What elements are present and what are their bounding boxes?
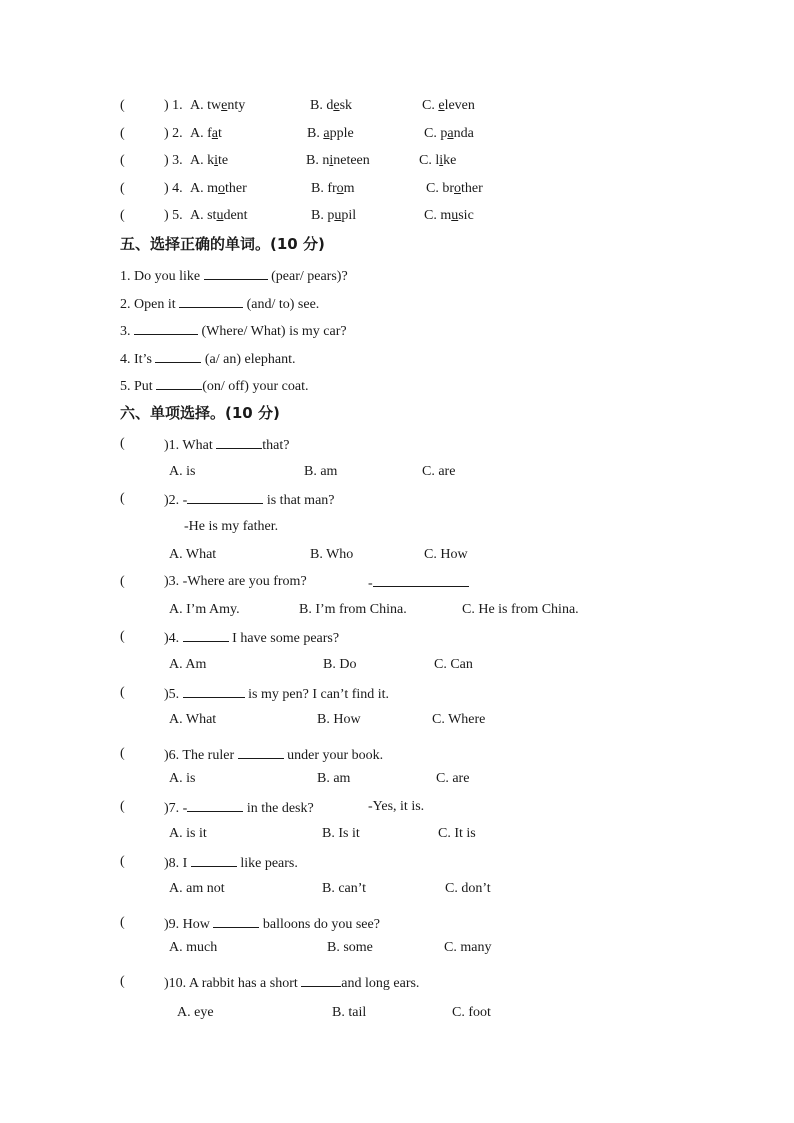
option-a: A. student (190, 208, 248, 223)
question-text: 3. (120, 324, 131, 339)
answer-blank[interactable] (155, 349, 201, 363)
answer-blank[interactable] (183, 684, 245, 698)
question-number: ) 3. (164, 153, 183, 168)
answer-blank[interactable] (183, 628, 229, 642)
option-b: B. Who (310, 547, 354, 562)
answer-blank[interactable] (238, 745, 284, 759)
question-stem: )10. A rabbit has a short and long ears. (164, 973, 419, 993)
paren-open: ( (120, 974, 125, 989)
option-a: A. mother (190, 181, 247, 196)
section-6-title: 六、单项选择。(10 分) (120, 404, 280, 422)
question-text: 2. Open it (120, 297, 176, 312)
question-text: 4. It’s (120, 352, 152, 367)
question-stem: )2. - is that man? (164, 490, 335, 510)
option-c: C. foot (452, 1005, 491, 1020)
option-b: B. How (317, 712, 361, 727)
option-b: B. tail (332, 1005, 367, 1020)
fill-question (120, 294, 319, 314)
question-stem: )7. - in the desk? (164, 798, 314, 818)
answer-blank[interactable] (373, 573, 469, 587)
option-a: A. I’m Amy. (169, 602, 240, 617)
option-a: A. What (169, 547, 217, 562)
paren-open: ( (120, 491, 125, 506)
option-c: C. It is (438, 826, 476, 841)
option-c: C. Where (432, 712, 486, 727)
paren-open: ( (120, 915, 125, 930)
question-number: ) 2. (164, 126, 183, 141)
fill-question (120, 321, 347, 341)
option-b: B. Is it (322, 826, 360, 841)
option-b: B. nineteen (306, 153, 370, 168)
option-b: B. I’m from China. (299, 602, 407, 617)
question-stem: )3. -Where are you from? (164, 574, 307, 589)
fill-question (120, 376, 308, 396)
option-b: B. can’t (322, 881, 367, 896)
answer-blank[interactable] (301, 973, 341, 987)
question-number: ) 5. (164, 208, 183, 223)
option-c: C. like (419, 153, 457, 168)
option-a: A. kite (190, 153, 229, 168)
paren-open: ( (120, 153, 125, 168)
paren-open: ( (120, 181, 125, 196)
question-choices: (on/ off) your coat. (202, 379, 309, 394)
option-b: B. apple (307, 126, 354, 141)
question-stem: )1. What that? (164, 435, 289, 455)
answer-blank[interactable] (216, 435, 262, 449)
option-c: C. Can (434, 657, 473, 672)
option-b: B. am (317, 771, 351, 786)
option-c: C. are (436, 771, 470, 786)
option-a: A. twenty (190, 98, 246, 113)
option-c: C. many (444, 940, 492, 955)
fill-question (120, 266, 348, 286)
paren-open: ( (120, 854, 125, 869)
question-stem: )9. How balloons do you see? (164, 914, 380, 934)
paren-open: ( (120, 98, 125, 113)
answer-blank[interactable] (191, 853, 237, 867)
dialogue-reply: - (368, 573, 469, 593)
answer-blank[interactable] (187, 490, 263, 504)
answer-blank[interactable] (156, 376, 202, 390)
question-choices: (Where/ What) is my car? (201, 324, 347, 339)
question-text: 1. Do you like (120, 269, 201, 284)
option-c: C. music (424, 208, 474, 223)
option-c: C. don’t (445, 881, 491, 896)
dialogue-reply: -He is my father. (184, 519, 279, 534)
question-choices: (and/ to) see. (246, 297, 320, 312)
option-b: B. pupil (311, 208, 357, 223)
option-a: A. am not (169, 881, 225, 896)
option-a: A. is (169, 464, 196, 479)
paren-open: ( (120, 685, 125, 700)
answer-blank[interactable] (187, 798, 243, 812)
option-a: A. is (169, 771, 196, 786)
paren-open: ( (120, 629, 125, 644)
option-c: C. He is from China. (462, 602, 579, 617)
question-stem: )6. The ruler under your book. (164, 745, 383, 765)
paren-open: ( (120, 208, 125, 223)
question-stem: )4. I have some pears? (164, 628, 339, 648)
question-choices: (a/ an) elephant. (204, 352, 296, 367)
question-number: ) 4. (164, 181, 183, 196)
option-a: A. is it (169, 826, 207, 841)
question-stem: )5. is my pen? I can’t find it. (164, 684, 389, 704)
question-stem: )8. I like pears. (164, 853, 298, 873)
option-c: C. How (424, 547, 468, 562)
answer-blank[interactable] (179, 294, 243, 308)
option-b: B. some (327, 940, 373, 955)
option-b: B. desk (310, 98, 353, 113)
paren-open: ( (120, 799, 125, 814)
paren-open: ( (120, 126, 125, 141)
option-c: C. eleven (422, 98, 475, 113)
option-c: C. brother (426, 181, 483, 196)
option-a: A. fat (190, 126, 222, 141)
section-5-title: 五、选择正确的单词。(10 分) (120, 235, 325, 253)
paren-open: ( (120, 746, 125, 761)
answer-blank[interactable] (204, 266, 268, 280)
option-c: C. panda (424, 126, 474, 141)
paren-open: ( (120, 574, 125, 589)
paren-open: ( (120, 436, 125, 451)
option-a: A. Am (169, 657, 207, 672)
answer-blank[interactable] (134, 321, 198, 335)
fill-question (120, 349, 295, 369)
question-number: ) 1. (164, 98, 183, 113)
question-choices: (pear/ pears)? (271, 269, 348, 284)
option-a: A. much (169, 940, 218, 955)
dialogue-reply: -Yes, it is. (368, 799, 425, 814)
answer-blank[interactable] (213, 914, 259, 928)
option-b: B. Do (323, 657, 357, 672)
option-b: B. from (311, 181, 355, 196)
option-a: A. What (169, 712, 217, 727)
question-text: 5. Put (120, 379, 153, 394)
option-a: A. eye (177, 1005, 214, 1020)
option-b: B. am (304, 464, 338, 479)
option-c: C. are (422, 464, 456, 479)
